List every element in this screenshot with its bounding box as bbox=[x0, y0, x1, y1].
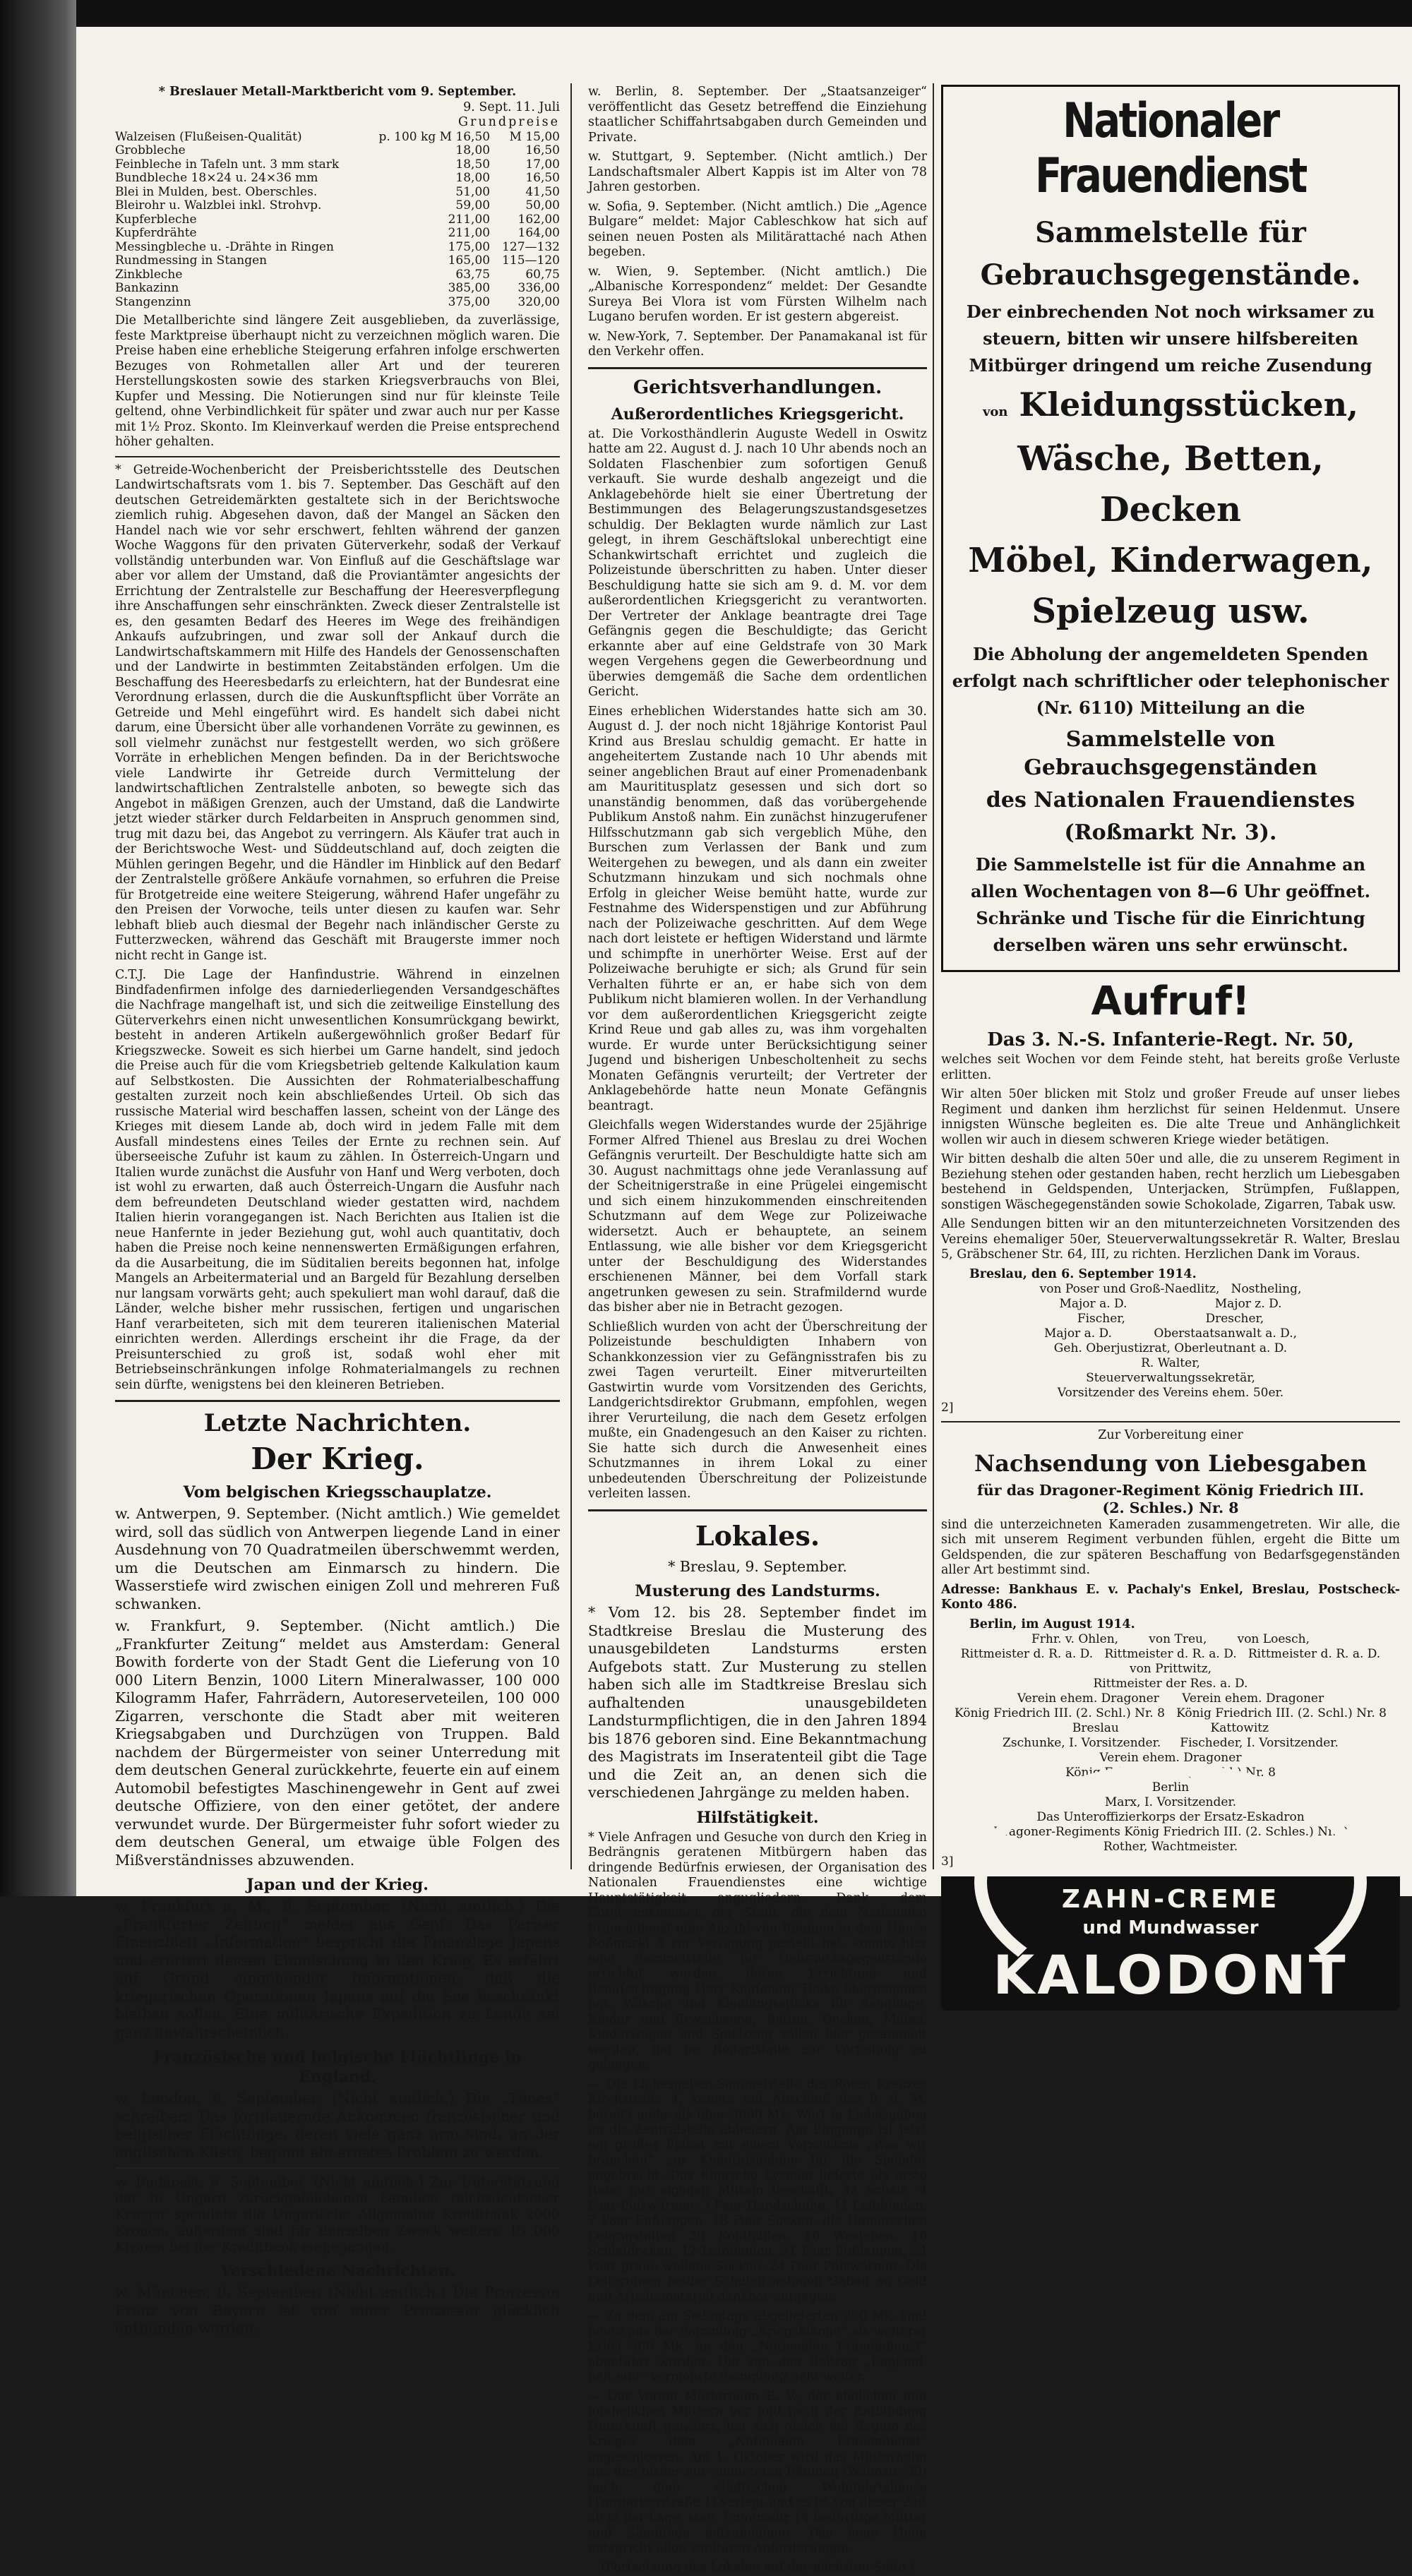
section-heading-krieg: Der Krieg. bbox=[251, 1442, 424, 1476]
signature-line: Geh. Oberjustizrat, Oberleutnant a. D. bbox=[1053, 1341, 1288, 1355]
price-item: Blei in Mulden, best. Oberschles. bbox=[115, 184, 318, 199]
news-musterung: * Vom 12. bis 28. September findet im Stadtkreise Breslau die Musterung des unausgebildeten Landsturms ersten Aufgebots statt. Zur Musterung zu stellen haben sich alle im Stadtkreise Breslau sich aufhaltenden unausgebildeten Landsturmpflichtigen, die in den Jahren 1894 bis 1876 geboren sind. Eine Bekanntmachung des Magistrats im Inseratenteil gibt die Tage und die Zeit an, an denen sich die verschiedenen Jahrgänge zu melden haben. bbox=[588, 1604, 927, 1801]
ad-aufruf-signatures bbox=[941, 1282, 1400, 1401]
price-sept: 18,50 bbox=[455, 157, 491, 172]
news-hilfs-muetterheim: — Der Verein Mütterheim E. V., der ehelichen und unehelichen Müttern vor und nach der Entbindung Unterkunft gewährt, hat sich gleich bei Beginn des Krieges dem „Nationalen Frauendienst“ angeschlossen. Am 1. Oktober wird das Mütterheim aus den bisher nur gemieteten Räumen (Wahnstr. 50) nach dem städtischen Wohlfahrtshause (Tiergartenstraße 1) verlegt und es ist von dieser Zeit ab in der Lage, statt 7 nunmehr 14 bedürftige Mütter und Säuglinge aufzunehmen. Das neue Heim entspricht allen sanitären Anforderungen. bbox=[588, 2389, 927, 2556]
signature-line: von Prittwitz, bbox=[1129, 1662, 1212, 1676]
divider bbox=[115, 456, 560, 457]
price-row bbox=[115, 131, 560, 145]
price-item: Bundbleche 18×24 u. 24×36 mm bbox=[115, 171, 318, 185]
signature-line: von Poser und Groß-Naedlitz, Nostheling, bbox=[1039, 1282, 1302, 1296]
price-item: Messingbleche u. -Drähte in Ringen bbox=[115, 239, 335, 254]
ad-lieb-mark: 3] bbox=[941, 1855, 954, 1869]
ad-aufruf-p2: Wir alten 50er blicken mit Stolz und großer Freude auf unser liebes Regiment und danken ihm herzlichst für seinen Heldenmut. Unsere innigsten Wünsche begleiten es. Die alte Treue und Anhänglichkeit wollen wir auch in diesem schweren Kriege wieder betätigen. bbox=[941, 1087, 1400, 1147]
price-sept: 18,00 bbox=[455, 143, 491, 157]
ad-nf-item1: Kleidungsstücken, bbox=[1019, 385, 1359, 424]
price-july: 115—120 bbox=[502, 253, 560, 268]
court-case-krind: Eines erheblichen Widerstandes hatte sich am 30. August d. J. der noch nicht 18jährige Kontorist Paul Krind aus Breslau schuldig gemacht. Er hatte in angeheitertem Zustande nach 10 Uhr abends mit seiner angeblichen Braut auf einer Promenadenbank am Maurititusplatz gesessen und sich dort so unanständig benommen, daß das vorübergehende Publikum Anstoß nahm. Ein zunächst hinzugerufener Hilfsschutzmann gab sich vergeblich Mühe, den Burschen zum Verlassen der Bank und zum Weitergehen zu bewegen, und als dann ein zweiter Schutzmann hinzukam und sich nochmals ohne Erfolg in gleicher Weise bemüht hatte, wurde zur Festnahme des Widerspenstigen und zur Abführung nach der Polizeiwache geschritten. Auf dem Wege nach dort leistete er heftigen Widerstand und lärmte und schimpfte in unerhörter Weise. Erst auf der Polizeiwache beruhigte er sich; als Grund für sein Verhalten führte er an, er habe sich von dem Publikum nicht blamieren wollen. In der Verhandlung vor dem außerordentlichen Kriegsgericht zeigte Krind Reue und gab alles zu, was ihm vorgehalten wurde. Er wurde unter Berücksichtigung seiner Jugend und bisherigen Unbescholtenheit zu sechs Monaten Gefängnis verurteilt; der Vertreter der Anklagebehörde hatte neun Monate Gefängnis beantragt. bbox=[588, 704, 927, 1113]
price-row bbox=[115, 241, 560, 255]
price-july: 162,00 bbox=[517, 212, 560, 227]
metal-price-table bbox=[115, 131, 560, 310]
news-frankfurt-gent: w. Frankfurt, 9. September. (Nicht amtlich.) Die „Frankfurter Zeitung“ meldet aus Amsterdam: General Bowith forderte von der Stadt Gent die Lieferung von 10 000 Litern Benzin, 1000 Litern Mineralwasser, 100 000 Kilogramm Hafer, Fahrrädern, Autoreserveteilen, 100 000 Zigarren, verschonte die Stadt aber mit weiteren Kriegsabgaben und Durchzügen von Truppen. Bald nachdem der Bürgermeister von seiner Unterredung mit dem deutschen General zurückkehrte, feuerte ein auf einem Automobil befestigtes Maschinengewehr in Gent auf zwei deutsche Offiziere, von den einer getötet, der andere verwundet wurde. Der Bürgermeister fuhr sofort wieder zu dem deutschen General, um etwaige üble Folgen des Mißverständnisses abzuwenden. bbox=[115, 1617, 560, 1869]
ad-aufruf-p3: Wir bitten deshalb die alten 50er und alle, die zu unserem Regiment in Beziehung stehen oder gestanden haben, recht herzlich um Liebesgaben bestehend in Geldspenden, Unterjacken, Strümpfen, Fußlappen, sonstigen Wäschegegenständen sowie Schokolade, Zigarren, Tabak usw. bbox=[941, 1152, 1400, 1212]
ad-nf-item2: Wäsche, Betten, Decken bbox=[1017, 439, 1324, 529]
column-left bbox=[115, 85, 560, 2337]
price-july: 164,00 bbox=[517, 226, 560, 240]
divider bbox=[588, 367, 927, 369]
section-heading-lokales: Lokales. bbox=[695, 1519, 820, 1552]
signature-line: Steuerverwaltungssekretär, bbox=[1086, 1371, 1255, 1385]
price-july: 41,50 bbox=[525, 184, 560, 199]
signature-line: Verein ehem. Dragoner bbox=[1099, 1751, 1242, 1765]
signature-line: König Friedrich III. (2. Schl.) Nr. 8 bbox=[1065, 1766, 1276, 1780]
signature-line: Zschunke, I. Vorsitzender. Fischeder, I. Vorsitzender. bbox=[1003, 1736, 1339, 1750]
news-budapest: w. Budapest, 9. September. (Nicht amtlich.) Zur Unterstützung der in Ungarn zurückgebliebenen Familien reichsdeutscher Krieger spendete die Ungarische Allgemeine Kreditbank 2000 Kronen, außerdem sind für denselben Zweck weitere 15 000 Kronen bei der Kreditbank eingegangen. bbox=[115, 2174, 560, 2255]
price-item: Zinkbleche bbox=[115, 267, 183, 282]
news-muenchen: w. München, 9. September. (Nicht amtlich.) Die Prinzessin Franz von Bayern ist von einer Prinzessin glücklich entbunden worden. bbox=[115, 2284, 560, 2337]
news-stuttgart: w. Stuttgart, 9. September. (Nicht amtlich.) Der Landschaftsmaler Albert Kappis ist im Alter von 78 Jahren gestorben. bbox=[588, 150, 927, 194]
section-heading-gerichtsverhandlungen: Gerichtsverhandlungen. bbox=[633, 376, 882, 398]
column-right bbox=[941, 85, 1400, 2006]
ad-nf-lead: Der einbrechenden Not noch wirksamer zu steuern, bitten wir unsere hilfsbereiten Mitbürger dringend um reiche Zusendung bbox=[966, 301, 1375, 376]
ad-nf-title: Nationaler Frauendienst bbox=[1035, 93, 1306, 204]
news-antwerpen: w. Antwerpen, 9. September. (Nicht amtlich.) Wie gemeldet wird, soll das südlich von Antwerpen liegende Land in einer Ausdehnung von 70 Quadratmeilen überschwemmt werden, um die Deutschen am Einmarsch zu hindern. Die Wasserstiefe wird zwischen einigen Zoll und mehreren Fuß schwanken. bbox=[115, 1505, 560, 1612]
ad-lieb-pre: Zur Vorbereitung einer bbox=[1098, 1428, 1243, 1442]
signature-line: Fischer, Drescher, bbox=[1077, 1312, 1264, 1326]
price-row bbox=[115, 186, 560, 200]
ad-aufruf-date: Breslau, den 6. September 1914. bbox=[969, 1266, 1197, 1281]
ad-nf-item3: Möbel, Kinderwagen, bbox=[968, 541, 1373, 580]
ad-nf-stelle1: Sammelstelle von Gebrauchsgegenständen bbox=[1024, 727, 1317, 780]
newspaper-page bbox=[76, 27, 1412, 2575]
news-new-york: w. New-York, 7. September. Der Panamakanal ist für den Verkehr offen. bbox=[588, 329, 927, 359]
ad-aufruf-p4: Alle Sendungen bitten wir an den mitunterzeichneten Vorsitzenden des Vereins ehemaliger 50er, Steuerverwaltungssekretär R. Walter, Breslau 5, Gräbschener Str. 64, III, zu richten. Herzlichen Dank im Voraus. bbox=[941, 1217, 1400, 1262]
divider bbox=[115, 2167, 560, 2169]
ad-lieb-sub1: für das Dragoner-Regiment König Friedrich III. bbox=[977, 1481, 1364, 1499]
ad-lieb-sub2: (2. Schles.) Nr. 8 bbox=[1102, 1499, 1239, 1516]
signature-line: Breslau Kattowitz bbox=[1072, 1721, 1269, 1735]
price-item: Grobbleche bbox=[115, 143, 186, 157]
signature-line: Berlin bbox=[1151, 1780, 1190, 1795]
ad-nf-sub1: Sammelstelle für bbox=[1035, 216, 1306, 249]
price-row bbox=[115, 268, 560, 282]
price-sept: 18,00 bbox=[455, 171, 491, 185]
ad-nf-abholung: Die Abholung der angemeldeten Spenden erfolgt nach schriftlicher oder telephonischer (Nr. 6110) Mitteilung an die bbox=[952, 644, 1389, 718]
news-london: w. London, 8. September. (Nicht amtlich.) Die „Times“ schreiben: Das fortdauernde Ankommen französischer und belgischer Flüchtlinge, deren viele ganz arm sind, an der englischen Küste, beginnt ein ernstes Problem zu werden. bbox=[115, 2090, 560, 2161]
price-row bbox=[115, 144, 560, 158]
ad-nf-item4: Spielzeug usw. bbox=[1031, 592, 1310, 631]
price-sept: 59,00 bbox=[455, 198, 491, 212]
metall-report-heading: * Breslauer Metall-Marktbericht vom 9. September. bbox=[158, 85, 517, 99]
news-berlin: w. Berlin, 8. September. Der „Staatsanzeiger“ veröffentlicht das Gesetz betreffend die Einziehung staatlicher Schiffahrtsabgaben durch Gemeinden und Private. bbox=[588, 85, 927, 145]
price-sept: 211,00 bbox=[448, 212, 491, 227]
heading-verschiedene-nachrichten: Verschiedene Nachrichten. bbox=[220, 2262, 455, 2280]
ad-aufruf-p1: welches seit Wochen vor dem Feinde steht, hat bereits große Verluste erlitten. bbox=[941, 1053, 1400, 1082]
price-july: 16,50 bbox=[525, 171, 560, 185]
continuation-note: (Fortsetzung des Lokalen auf der nächsten Seite.) bbox=[601, 2560, 914, 2575]
news-hilfs-rotes-kreuz: — Die Liebesgaben-Sammelstelle des Roten Kreuzes Kirchstraße 4, konnte mit Abschluß des 8. d. M. bereits mehr als über 3000 Mk. Wert in Liebesgaben an die Zentralstelle abliefern. Am Eingange ist jetzt ein großes Plakat mit einem Verzeichnis „Was wir brauchen“ zur Kenntnisnahme für die Spender angebracht. Das Kingsche Lyzeum lieferte als erste Rate, aus eigenen Mitteln beschafft, 32 Schals, 4 Paar Pulswärmer, 3 Paar Handschuhe, 11 Leibbinden, 7 Paar Fußlappen, 18 Paar Socken; die Hamerschen Lehranstalten 20 Kopfhüllen, 10 Westchen, 10 Schlafdecken, 12 Leibbinden, 21 Paar Fußlappen, 24 Paar graue wollene Socken, 24 Paar Pulswärmer. Die Leiterinnen beider Schulen nehmen Gaben an Geld und Arbeitsmaterial dankbar entgegen. bbox=[588, 2077, 927, 2304]
price-row bbox=[115, 296, 560, 310]
divider bbox=[941, 1421, 1400, 1422]
signature-line: Rittmeister d. R. a. D. Rittmeister d. R. a. D. Rittmeister d. R. a. D. bbox=[960, 1647, 1381, 1661]
news-japan: w. Frankfurt a. M., 9. September. (Nicht amtlich.) Die „Frankfurter Zeitung“ meldet aus Genf: Das Pariser Finanzblatt „Information“ bespricht die Finanzlage Japans und erörtert dessen Einmischung in den Krieg. Es erfährt auf Grund eingehender Informationen, daß die kriegerischen Operationen Japans auf die See beschränkt bleiben sollen. Eine militärische Expedition zu Lande sei ganz unwahrscheinlich. bbox=[115, 1898, 560, 2041]
divider bbox=[588, 1509, 927, 1511]
signature-line: Dragoner-Regiments König Friedrich III. (2. Schles.) Nr. 8 bbox=[993, 1825, 1348, 1839]
price-july: 336,00 bbox=[517, 281, 560, 295]
price-sept: 51,00 bbox=[455, 184, 491, 199]
price-july: M 15,00 bbox=[509, 129, 560, 144]
price-sept: 165,00 bbox=[448, 253, 491, 268]
price-july: 16,50 bbox=[525, 143, 560, 157]
signature-line: Verein ehem. Dragoner Verein ehem. Dragoner bbox=[1017, 1691, 1324, 1706]
court-case-polizeistunde: Schließlich wurden von acht der Überschreitung der Polizeistunde beschuldigten Inhabern von Schankkonzession vier zu Gefängnisstrafen bis zu zwei Tagen verurteilt. Einer mitverurteilten Gastwirtin wurde vom Vorsitzenden des Gerichts, Landgerichtsdirektor Grubmann, empfohlen, wegen ihrer Verurteilung, die nach dem Gesetz erfolgen mußte, ein Gnadengesuch an den Kaiser zu richten. Sie hatte sich durch die Anwesenheit eines Schutzmannes in ihrem Lokal zu einer unbedeutenden Überschreitung der Polizeistunde verleiten lassen. bbox=[588, 1319, 927, 1501]
heading-japan: Japan und der Krieg. bbox=[246, 1876, 429, 1894]
ad-lieb-address: Adresse: Bankhaus E. v. Pachaly's Enkel, Breslau, Postscheck-Konto 486. bbox=[941, 1582, 1400, 1612]
price-sept: p. 100 kg M 16,50 bbox=[378, 129, 491, 144]
metall-report-subheading: Grundpreise bbox=[458, 115, 560, 129]
section-heading-letzte-nachrichten: Letzte Nachrichten. bbox=[203, 1409, 472, 1437]
price-sept: 375,00 bbox=[448, 294, 491, 309]
price-sept: 385,00 bbox=[448, 281, 491, 295]
signature-line: König Friedrich III. (2. Schl.) Nr. 8 König Friedrich III. (2. Schl.) Nr. 8 bbox=[955, 1706, 1387, 1720]
price-sept: 63,75 bbox=[455, 267, 491, 282]
ad-nf-von: von bbox=[982, 405, 1008, 419]
ad-lieb-date: Berlin, im August 1914. bbox=[969, 1617, 1135, 1631]
price-row bbox=[115, 213, 560, 227]
price-row bbox=[115, 172, 560, 186]
scan-top-border bbox=[0, 0, 1412, 27]
ad-kalodont bbox=[941, 1876, 1400, 2011]
heading-fluechtlinge: Französische und belgische Flüchtlinge in England. bbox=[153, 2048, 522, 2086]
signature-line: Rittmeister der Res. a. D. bbox=[1093, 1677, 1248, 1691]
ad-aufruf-title: Aufruf! bbox=[1091, 978, 1250, 1024]
price-row bbox=[115, 254, 560, 268]
ad-nf-stelle3: (Roßmarkt Nr. 3). bbox=[1064, 820, 1277, 845]
page-binding-shadow bbox=[0, 0, 76, 1896]
signature-line: Marx, I. Vorsitzender. bbox=[1104, 1795, 1237, 1809]
signature-line: R. Walter, bbox=[1141, 1356, 1200, 1370]
ad-nf-stelle2: des Nationalen Frauendienstes bbox=[986, 788, 1356, 813]
price-july: 60,75 bbox=[525, 267, 560, 282]
price-sept: 211,00 bbox=[448, 226, 491, 240]
price-item: Bleirohr u. Walzblei inkl. Strohvp. bbox=[115, 198, 322, 212]
column-rule-1 bbox=[570, 83, 572, 1869]
price-row bbox=[115, 158, 560, 172]
signature-line: Vorsitzender des Vereins ehem. 50er. bbox=[1057, 1386, 1284, 1400]
news-hilfs-kriegsklaenge: — Zu dem am Sedantage abgelieferten 200 Mk. sind heute aus der Sammlung „Kriegsklänge“ als weiterer Erlös 300 Mk. an den „Nationalen Frauendienst“ abgeführt worden. Die von den Beitrag „England, halt ein!“ vermehrte Sammlung geht weiter. bbox=[588, 2309, 927, 2384]
signature-line: Das Unteroffizierkorps der Ersatz-Eskadron bbox=[1036, 1810, 1305, 1824]
price-item: Stangenzinn bbox=[115, 294, 191, 309]
divider bbox=[115, 1400, 560, 1402]
price-july: 320,00 bbox=[517, 294, 560, 309]
signature-line: Frhr. v. Ohlen, von Treu, von Loesch, bbox=[1031, 1632, 1310, 1646]
price-july: 127—132 bbox=[502, 239, 560, 254]
kalodont-mundwasser: und Mundwasser bbox=[1082, 1917, 1259, 1939]
heading-musterung: Musterung des Landsturms. bbox=[635, 1582, 880, 1600]
price-sept: 175,00 bbox=[448, 239, 491, 254]
ad-lieb-text: sind die unterzeichneten Kameraden zusammengetreten. Wir alle, die sich mit unserem Regiment verbunden fühlen, ergeht die Bitte um Geldspenden, die zur späteren Beschaffung von Bedarfsgegenständen aller Art bestimmt sind. bbox=[941, 1517, 1400, 1577]
heading-belgischer-kriegsschauplatz: Vom belgischen Kriegsschauplatze. bbox=[183, 1483, 492, 1502]
getreide-report-text: * Getreide-Wochenbericht der Preisberichtsstelle des Deutschen Landwirtschaftsrats vom 1. bis 7. September. Das Geschäft auf den deutschen Getreidemärkten gestaltete sich in der Berichtswoche ziemlich ruhig. Abgesehen davon, daß der Mangel an Säcken den Handel nach wie vor sehr erschwert, fehlten während der ganzen Woche Waggons für den privaten Güterverkehr, sodaß der Verkauf vollständig unterbunden war. Von Einfluß auf die Geschäftslage war aber vor allem der Umstand, daß die Proviantämter angesichts der Errichtung der Zentralstelle zur Beschaffung der Heeresverpflegung ihre Anschaffungen sehr einschränkten. Zweck dieser Zentralstelle ist es, den gesamten Bedarf des Heeres im Wege des freihändigen Ankaufs aufzubringen, und zwar soll der Ankauf durch die Landwirtschaftskammern mit Hilfe des Handels der Genossenschaften und der Landwirte in bestimmten Zeitabständen erfolgen. Um die Beschaffung des Heeresbedarfs zu erleichtern, hat der Bundesrat eine Verordnung erlassen, durch die die Auskunftspflicht über Vorräte an Getreide und Mehl eingeführt wird. Es handelt sich dabei nicht darum, eine Übersicht über alle vorhandenen Vorräte zu gewinnen, es soll vielmehr zunächst nur festgestellt werden, wo sich größere Vorräte in erheblichen Mengen befinden. Da in der Berichtswoche viele Landwirte ihr Getreide durch Vermittelung der landwirtschaftlichen Zentralstelle anboten, so bewegte sich das Angebot in mäßigen Grenzen, auch der Umstand, daß die Landwirte jetzt wieder stärker durch Feldarbeiten in Anspruch genommen sind, trug mit dazu bei, das Angebot zu verringern. Als Käufer trat auch in der Berichtswoche West- und Süddeutschland auf, doch zeigten die Mühlen geringen Begehr, und die Händler im Hinblick auf den Bedarf der Zentralstelle größere Ankäufe vornahmen, so erfuhren die Preise für Brotgetreide eine weitere Steigerung, während Hafer ungefähr zu den Preisen der Vorwoche, teils unter diesen zu kaufen war. Sehr lebhaft blieb auch diesmal der Begehr nach inländischer Gerste zu Futterzwecken, während das Geschäft mit Braugerste immer noch nicht recht in Gange ist. bbox=[115, 462, 560, 963]
price-row bbox=[115, 282, 560, 296]
heading-hilfstaetigkeit: Hilfstätigkeit. bbox=[696, 1808, 819, 1827]
price-row bbox=[115, 227, 560, 241]
kalodont-zahn-creme: ZAHN-CREME bbox=[1061, 1885, 1280, 1914]
lokales-dateline: * Breslau, 9. September. bbox=[668, 1557, 847, 1575]
price-item: Walzeisen (Flußeisen-Qualität) bbox=[115, 129, 302, 144]
price-july: 17,00 bbox=[525, 157, 560, 172]
news-hilfs-sammelstelle: * Viele Anfragen und Gesuche von durch den Krieg in Bedrängnis geratenen Mitbürgern haben das dringende Bedürfnis erwiesen, der Organisation des Nationalen Frauendienstes eine wichtige Hauptstätigkeit angugliedern. Dank dem Entgegenkommen der Stadt, die dem Nationalen Frauendienst eine Anzahl von Räumen in dem Hause Roßmarkt 3 zur Verfügung gestellt hat, konnte hier eine Sammelstelle für Gebrauchsgegenstände errichtet werden, deren Errichtung und Beaufsichtigung Herr Kaufmann Thake übernommen hat. Wäsche und Kleidungsstücke für Säuglinge, Kinder und Erwachsene, Betten, Decken, Möbel, Kinderwagen und Spielzeug sollen hier gesammelt werden, um im Bedarfsfalle zur Verteilung zu gelangen. bbox=[588, 1830, 927, 2072]
kalodont-brand: KALODONT bbox=[993, 1943, 1348, 2006]
news-sofia: w. Sofia, 9. September. (Nicht amtlich.) Die „Agence Bulgare“ meldet: Major Cableschkow hat sich auf seinen neuen Posten als Militärattaché nach Athen begeben. bbox=[588, 199, 927, 259]
metall-report-dates: 9. Sept. 11. Juli bbox=[463, 100, 560, 114]
signature-line: Rother, Wachtmeister. bbox=[1103, 1840, 1238, 1854]
ad-aufruf bbox=[941, 979, 1400, 1415]
price-item: Feinbleche in Tafeln unt. 3 mm stark bbox=[115, 157, 340, 172]
ad-aufruf-mark: 2] bbox=[941, 1401, 954, 1415]
heading-kriegsgericht: Außerordentliches Kriegsgericht. bbox=[611, 405, 904, 424]
ad-nf-oeffnung: Die Sammelstelle ist für die Annahme an allen Wochentagen von 8—6 Uhr geöffnet. Schränke und Tische für die Einrichtung derselben wären uns sehr erwünscht. bbox=[971, 854, 1370, 955]
ad-aufruf-regiment: Das 3. N.-S. Infanterie-Regt. Nr. 50, bbox=[987, 1029, 1354, 1050]
column-rule-2 bbox=[933, 83, 934, 1869]
court-case-thienel: Gleichfalls wegen Widerstandes wurde der 25jährige Former Alfred Thienel aus Breslau zu drei Wochen Gefängnis verurteilt. Der Beschuldigte hatte sich am 30. August nachmittags ohne jede Veranlassung auf der Scheitnigerstraße in eine Prügelei eingemischt und sich einem hinzukommenden einschreitenden Schutzmann auf dem Wege zur Polizeiwache widersetzt. Auch er behauptete, an seinem Entlassung, wie alle bisher vor dem Kriegsgericht unter der Beschuldigung des Widerstandes erschienenen Männer, bei dem Vorfall stark angetrunken gewesen zu sein. Strafmildernd wurde das bisher aber nie in Betracht gezogen. bbox=[588, 1118, 927, 1314]
price-item: Rundmessing in Stangen bbox=[115, 253, 268, 268]
price-july: 50,00 bbox=[525, 198, 560, 212]
price-item: Kupferbleche bbox=[115, 212, 197, 227]
ad-nationaler-frauendienst bbox=[941, 85, 1400, 972]
price-item: Bankazinn bbox=[115, 281, 179, 295]
court-case-wedell: at. Die Vorkosthändlerin Auguste Wedell in Oswitz hatte am 22. August d. J. nach 10 Uhr abends noch an Soldaten Flaschenbier zum sofortigen Genuß verkauft. Sie wurde deshalb angezeigt und die Anklagebehörde hielt sie einer Übertretung der Bestimmungen des Belagerungszustandsgesetzes schuldig. Der Beklagten wurde nämlich zur Last gelegt, in ihrem Geschäftslokal unberechtigt eine Schankwirtschaft errichtet und zugleich die Polizeistunde überschritten zu haben. Unter dieser Beschuldigung hatte sie sich am 9. d. M. vor dem außerordentlichen Kriegsgericht zu verantworten. Der Vertreter der Anklage beantragte drei Tage Gefängnis gegen die Beschuldigte; das Gericht erkannte aber auf eine Geldstrafe von 30 Mark wegen Vergehens gegen die Gewerbeordnung und überwies demgemäß die Sache dem ordentlichen Gericht. bbox=[588, 426, 928, 699]
metall-report-text: Die Metallberichte sind längere Zeit ausgeblieben, da zuverlässige, feste Marktpreise überhaupt nicht zu verzeichnen möglich waren. Die Preise haben eine erhebliche Steigerung erfahren infolge erschwerten Bezuges von Rohmetallen aller Art und der teureren Herstellungskosten sowie des starken Kriegsverbrauchs von Blei, Kupfer und Messing. Die Notierungen sind nur für kleinste Teile geltend, ohne Verbindlichkeit für später und zwar auch nur per Kasse mit 1½ Proz. Skonto. Im Kleinverkauf werden die Preise entsprechend höher gehalten. bbox=[115, 313, 560, 449]
signature-line: Major a. D. Oberstaatsanwalt a. D., bbox=[1044, 1326, 1297, 1341]
signature-line: Major a. D. Major z. D. bbox=[1059, 1297, 1282, 1311]
ad-nf-sub2: Gebrauchsgegenstände. bbox=[980, 258, 1361, 292]
ad-lieb-title: Nachsendung von Liebesgaben bbox=[974, 1449, 1367, 1477]
column-middle bbox=[588, 85, 928, 2575]
price-item: Kupferdrähte bbox=[115, 226, 197, 240]
hanf-report-text: C.T.J. Die Lage der Hanfindustrie. Während in einzelnen Bindfadenfirmen infolge des darniederliegenden Versandgeschäftes die Nachfrage mangelhaft ist, und sich die zeitweilige Einstellung des Güterverkehrs einen nicht unwesentlichen Konsumrückgang bewirkt, besteht in anderen Artikeln außergewöhnlich großer Bedarf für Kriegszwecke. Soweit es sich hierbei um Garne handelt, sind jedoch die Preise auch für die vom Kriegsbetrieb geltende Kalkulation kaum auf Selbstkosten. Die Aussichten der Rohmaterialbeschaffung gestalten zurzeit noch kein abschließendes Urteil. Ob sich das russische Material wird beschaffen lassen, scheint von der Länge des Krieges mit diesem Lande ab, doch wird in jedem Falle mit dem Ausfall mindestens eines Teiles der Ernte zu rechnen sein. Auf überseeische Zufuhr ist kaum zu zählen. In Österreich-Ungarn und Italien wurde zunächst die Ausfuhr von Hanf und Werg verboten, doch ist wohl zu erwarten, daß auch Österreich-Ungarn die Ausfuhr nach dem befreundeten Deutschland wieder gestatten wird, nachdem Italien hierin vorangegangen ist. Nach Berichten aus Italien ist die neue Hanfernte in jeder Beziehung gut, wohl auch quantitativ, doch haben die Preise noch keine nennenswerten Ermäßigungen erfahren, da die Ausarbeitung, die im Süditalien bereits begonnen hat, infolge Mangels an Arbeitermaterial und an Bargeld für Bezahlung derselben nur langsam vorwärts geht; auch spekuliert man wohl darauf, daß die Länder, welche bisher mehr russischen, fertigen und ungarischen Hanf verarbeiteten, sich mit dem teureren italienischen Material einrichten werden. Allerdings erscheint ihr die Frage, da der Preisunterschied zu groß ist, sodaß wohl eher mit Betriebseinschränkungen infolge Rohmaterialmangels zu rechnen sein dürfte, wenigstens bei den kleineren Betrieben. bbox=[115, 968, 560, 1392]
news-wien: w. Wien, 9. September. (Nicht amtlich.) Die „Albanische Korrespondenz“ meldet: Der Gesandte Sureya Bei Vlora ist vom Fürsten Wilhelm nach Lugano berufen worden. Er ist gestern abgereist. bbox=[588, 264, 927, 324]
price-row bbox=[115, 199, 560, 213]
